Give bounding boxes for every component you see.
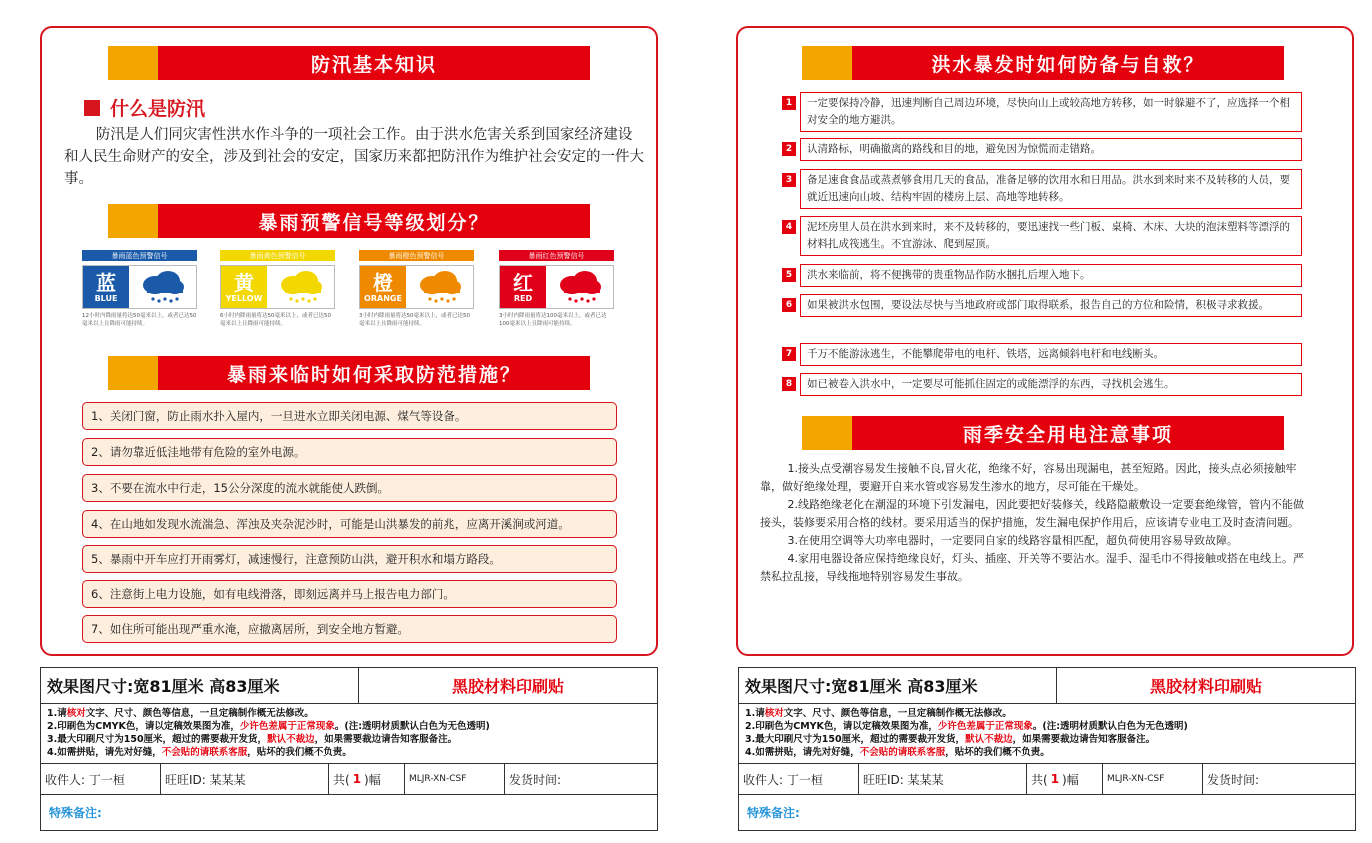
signal-title: 暴雨黄色预警信号 <box>220 250 335 261</box>
measure-item: 4、在山地如发现水流湍急、浑浊及夹杂泥沙时，可能是山洪暴发的前兆，应离开溪涧或河道。 <box>82 510 617 538</box>
warning-signal-card <box>220 250 335 328</box>
material-label: 黑胶材料印刷贴 <box>451 677 564 696</box>
rule-item: 3 备足速食食品或蒸煮够食用几天的食品，准备足够的饮用水和日用品。洪水到来时来不及转移的人员，要就近迅速向山坡、结构牢固的楼房上层、高地等地转移。 <box>782 169 1302 209</box>
electric-paragraph: 4.家用电器设备应保持绝缘良好，灯头、插座、开关等不要沾水。湿手、湿毛巾不得接触或搭在电线上。严禁私拉乱接，导线拖地特别容易发生事故。 <box>760 552 1304 583</box>
print-notes: 1.请核对文字、尺寸、颜色等信息，一旦定稿制作概无法修改。 2.印刷色为CMYK色，请以定稿效果图为准，少许色差属于正常现象。(注:透明材质默认白色为无色透明) 3.最大印刷尺寸为150厘米，超过的需要裁开发货，默认不裁边，如果需要裁边请告知客服备注。 4.如需拼贴，请先对好缝，不会贴的请联系客服，贴坏的我们概不负责。 <box>739 704 1355 764</box>
banner-warning-levels <box>108 204 590 238</box>
rule-item: 1 一定要保持冷静，迅速判断自己周边环境，尽快向山上或较高地方转移，如一时躲避不了，应选择一个相对安全的地方避洪。 <box>782 92 1302 132</box>
banner-electric-safety <box>802 416 1284 450</box>
signal-badge: 红 RED <box>500 266 546 308</box>
special-note: 特殊备注: <box>49 805 102 820</box>
electric-paragraph: 3.在使用空调等大功率电器时，一定要同自家的线路容量相匹配，超负荷使用容易导致故障。 <box>787 534 1238 547</box>
ship-time-cell: 发货时间: <box>1207 772 1260 787</box>
receiver-cell: 收件人: 丁一桓 <box>739 764 859 794</box>
banner-flood-selfrescue <box>802 46 1284 80</box>
signal-badge: 橙 ORANGE <box>360 266 406 308</box>
rain-cloud-icon <box>129 266 196 308</box>
banner-title: 防汛基本知识 <box>158 46 590 80</box>
size-label: 效果图尺寸:宽81厘米 高83厘米 <box>41 668 359 703</box>
banner-title: 暴雨预警信号等级划分？ <box>158 204 590 238</box>
count-cell: 共( 1 )幅 <box>1027 764 1103 794</box>
signal-title: 暴雨蓝色预警信号 <box>82 250 197 261</box>
rule-item: 8 如已被卷入洪水中，一定要尽可能抓住固定的或能漂浮的东西，寻找机会逃生。 <box>782 373 1302 396</box>
rule-item: 7 千万不能游泳逃生，不能攀爬带电的电杆、铁塔，远离倾斜电杆和电线断头。 <box>782 343 1302 366</box>
code-cell: MLJR-XN-CSF <box>1103 764 1203 794</box>
warning-signals <box>82 250 622 342</box>
rule-item: 2 认清路标，明确撤离的路线和目的地，避免因为惊慌而走错路。 <box>782 138 1302 161</box>
right-poster <box>736 26 1354 656</box>
signal-description: 12小时内降雨量将达50毫米以上，或者已达50毫米以上且降雨可能持续。 <box>82 313 197 327</box>
signal-title: 暴雨橙色预警信号 <box>359 250 474 261</box>
wangwang-cell: 旺旺ID: 某某某 <box>859 764 1027 794</box>
count-cell: 共( 1 )幅 <box>329 764 405 794</box>
banner-flood-knowledge <box>108 46 590 80</box>
electric-paragraph: 2.线路绝缘老化在潮湿的环境下引发漏电，因此要把好装修关，线路隐蔽敷设一定要套绝缘管，管内不能做接头，装修要采用合格的线材。要采用适当的保护措施，发生漏电保护作用后，应该请专业电工及时查清问题。 <box>760 498 1304 529</box>
rule-item: 5 洪水来临前，将不便携带的贵重物品作防水捆扎后埋入地下。 <box>782 264 1302 287</box>
rule-item: 4 泥坯房里人员在洪水到来时，来不及转移的，要迅速找一些门板、桌椅、木床、大块的泡沫塑料等漂浮的材料扎成筏逃生。不宜游泳、爬到屋顶。 <box>782 216 1302 256</box>
signal-badge: 黄 YELLOW <box>221 266 267 308</box>
banner-title: 雨季安全用电注意事项 <box>852 416 1284 450</box>
banner-measures <box>108 356 590 390</box>
warning-signal-card <box>359 250 474 328</box>
size-label: 效果图尺寸:宽81厘米 高83厘米 <box>739 668 1057 703</box>
measure-item: 3、不要在流水中行走，15公分深度的流水就能使人跌倒。 <box>82 474 617 502</box>
order-info-table <box>738 667 1356 831</box>
square-icon <box>84 100 100 116</box>
receiver-cell: 收件人: 丁一桓 <box>41 764 161 794</box>
order-info-table <box>40 667 658 831</box>
code-cell: MLJR-XN-CSF <box>405 764 505 794</box>
electric-paragraph: 1.接头点受潮容易发生接触不良,冒火花，绝缘不好，容易出现漏电，甚至短路。因此，接头点必须接触牢靠，做好绝缘处理，要避开自来水管或容易发生渗水的地方，尽可能在干燥处。 <box>760 462 1297 493</box>
material-label: 黑胶材料印刷贴 <box>1149 677 1262 696</box>
banner-title: 暴雨来临时如何采取防范措施？ <box>158 356 590 390</box>
warning-signal-card <box>82 250 197 328</box>
signal-description: 6小时内降雨量将达50毫米以上，或者已达50毫米以上且降雨可能持续。 <box>220 313 331 327</box>
rain-cloud-icon <box>406 266 473 308</box>
left-poster <box>40 26 658 656</box>
signal-description: 3小时内降雨量将达50毫米以上，或者已达50毫米以上且降雨可能持续。 <box>359 313 470 327</box>
electric-safety-text <box>760 460 1305 586</box>
print-notes: 1.请核对文字、尺寸、颜色等信息，一旦定稿制作概无法修改。 2.印刷色为CMYK色，请以定稿效果图为准，少许色差属于正常现象。(注:透明材质默认白色为无色透明) 3.最大印刷尺寸为150厘米，超过的需要裁开发货，默认不裁边，如果需要裁边请告知客服备注。 4.如需拼贴，请先对好缝，不会贴的请联系客服，贴坏的我们概不负责。 <box>41 704 657 764</box>
special-note: 特殊备注: <box>747 805 800 820</box>
signal-badge: 蓝 BLUE <box>83 266 129 308</box>
ship-time-cell: 发货时间: <box>509 772 562 787</box>
measure-item: 6、注意街上电力设施，如有电线滑落，即刻远离并马上报告电力部门。 <box>82 580 617 608</box>
measure-item: 2、请勿靠近低洼地带有危险的室外电源。 <box>82 438 617 466</box>
measure-item: 5、暴雨中开车应打开雨雾灯，减速慢行，注意预防山洪，避开积水和塌方路段。 <box>82 545 617 573</box>
measure-item: 7、如住所可能出现严重水淹，应撤离居所，到安全地方暂避。 <box>82 615 617 643</box>
warning-signal-card <box>499 250 614 328</box>
signal-description: 3小时内降雨量将达100毫米以上，或者已达100毫米以上且降雨可能持续。 <box>499 313 607 327</box>
rule-item: 6 如果被洪水包围，要设法尽快与当地政府或部门取得联系，报告自己的方位和险情，积极寻求救援。 <box>782 294 1302 317</box>
banner-title: 洪水暴发时如何防备与自救？ <box>852 46 1284 80</box>
what-heading: 什么是防汛 <box>84 94 205 121</box>
intro-paragraph: 防汛是人们同灾害性洪水作斗争的一项社会工作。由于洪水危害关系到国家经济建设和人民生命财产的安全，涉及到社会的安定，国家历来都把防汛作为维护社会安定的一件大事。 <box>64 127 644 187</box>
signal-title: 暴雨红色预警信号 <box>499 250 614 261</box>
rain-cloud-icon <box>267 266 334 308</box>
measure-item: 1、关闭门窗，防止雨水扑入屋内，一旦进水立即关闭电源、煤气等设备。 <box>82 402 617 430</box>
wangwang-cell: 旺旺ID: 某某某 <box>161 764 329 794</box>
rain-cloud-icon <box>546 266 613 308</box>
